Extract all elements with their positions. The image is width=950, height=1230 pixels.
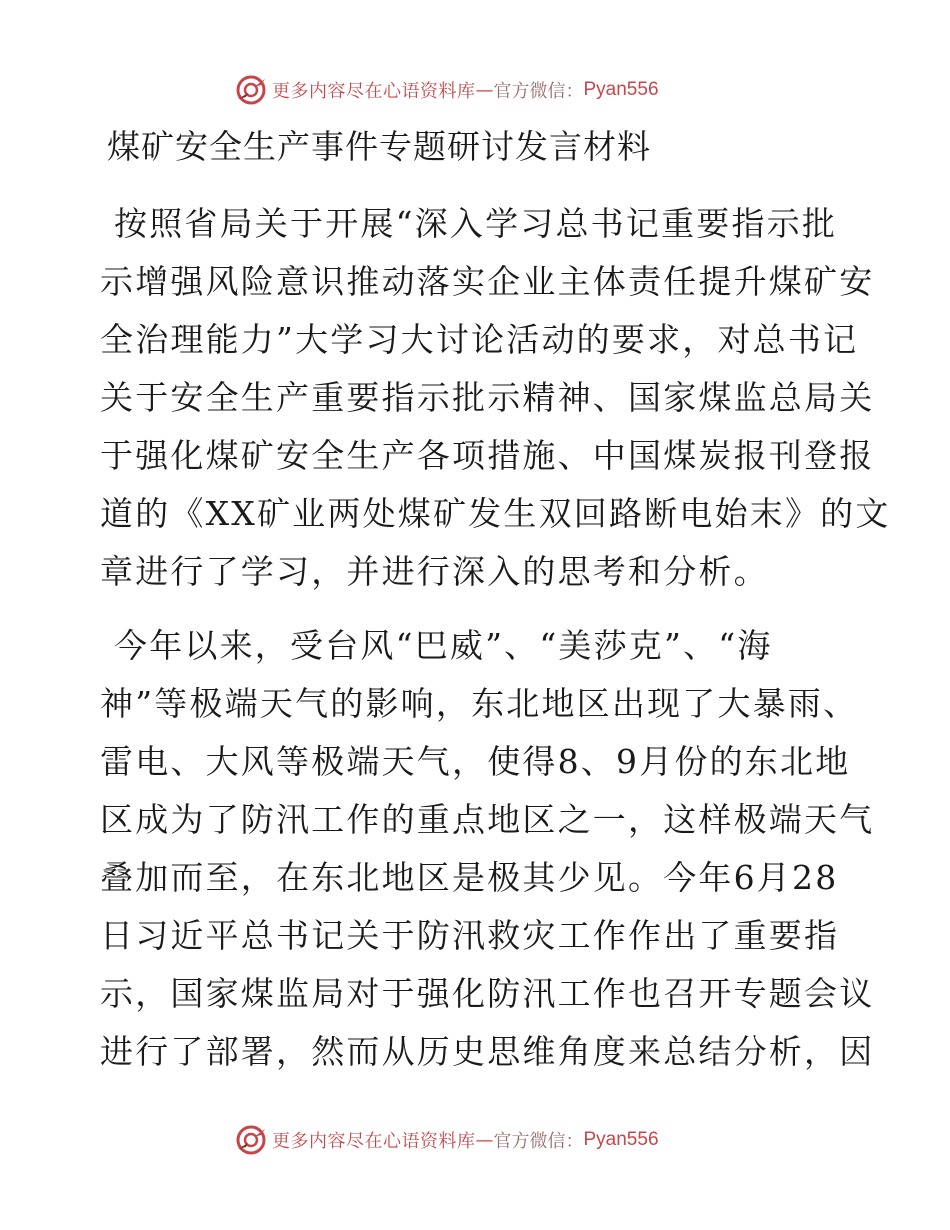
- watermark-label: 官方微信：: [493, 81, 584, 102]
- paragraph-line: 章进行了学习，并进行深入的思考和分析。: [100, 552, 769, 591]
- paragraph-line: 全治理能力”大学习大讨论活动的要求，对总书记: [100, 320, 859, 359]
- document-title: 煤矿安全生产事件专题研讨发言材料: [107, 127, 651, 166]
- watermark-dash: —: [475, 79, 494, 101]
- paragraph-line: 雷电、大风等极端天气，使得8、9月份的东北地: [100, 742, 851, 781]
- paragraph-line: 于强化煤矿安全生产各项措施、中国煤炭报刊登报: [100, 436, 875, 475]
- footer-watermark: [234, 1122, 659, 1158]
- watermark-text: 更多内容尽在心语资料库: [272, 1131, 476, 1152]
- paragraph-line: 进行了部署，然而从历史思维角度来总结分析，因: [100, 1032, 875, 1071]
- paragraph-line: 神”等极端天气的影响，东北地区出现了大暴雨、: [100, 684, 859, 723]
- watermark-text: 更多内容尽在心语资料库: [272, 81, 476, 102]
- paragraph-1: [100, 195, 891, 601]
- paragraph-line: 关于安全生产重要指示批示精神、国家煤监总局关: [100, 378, 875, 417]
- header-watermark: [234, 72, 659, 108]
- paragraph-line: 区成为了防汛工作的重点地区之一，这样极端天气: [100, 800, 875, 839]
- paragraph-2: [100, 617, 875, 1081]
- paragraph-line: 按照省局关于开展“深入学习总书记重要指示批: [114, 204, 838, 243]
- paragraph-line: 今年以来，受台风“巴威”、“美莎克”、“海: [114, 626, 773, 665]
- watermark-label: 官方微信：: [493, 1131, 584, 1152]
- paragraph-line: 道的《XX矿业两处煤矿发生双回路断电始末》的文: [100, 494, 891, 533]
- watermark-dash: —: [475, 1129, 494, 1151]
- watermark-id: Pyan556: [583, 1129, 659, 1150]
- paragraph-line: 叠加而至，在东北地区是极其少见。今年6月28: [100, 858, 839, 897]
- paragraph-line: 示，国家煤监局对于强化防汛工作也召开专题会议: [100, 974, 875, 1013]
- watermark-logo-icon: [234, 73, 268, 107]
- paragraph-line: 日习近平总书记关于防汛救灾工作作出了重要指: [100, 916, 840, 955]
- watermark-logo-icon: [234, 1123, 268, 1157]
- paragraph-line: 示增强风险意识推动落实企业主体责任提升煤矿安: [100, 262, 875, 301]
- watermark-id: Pyan556: [583, 79, 659, 100]
